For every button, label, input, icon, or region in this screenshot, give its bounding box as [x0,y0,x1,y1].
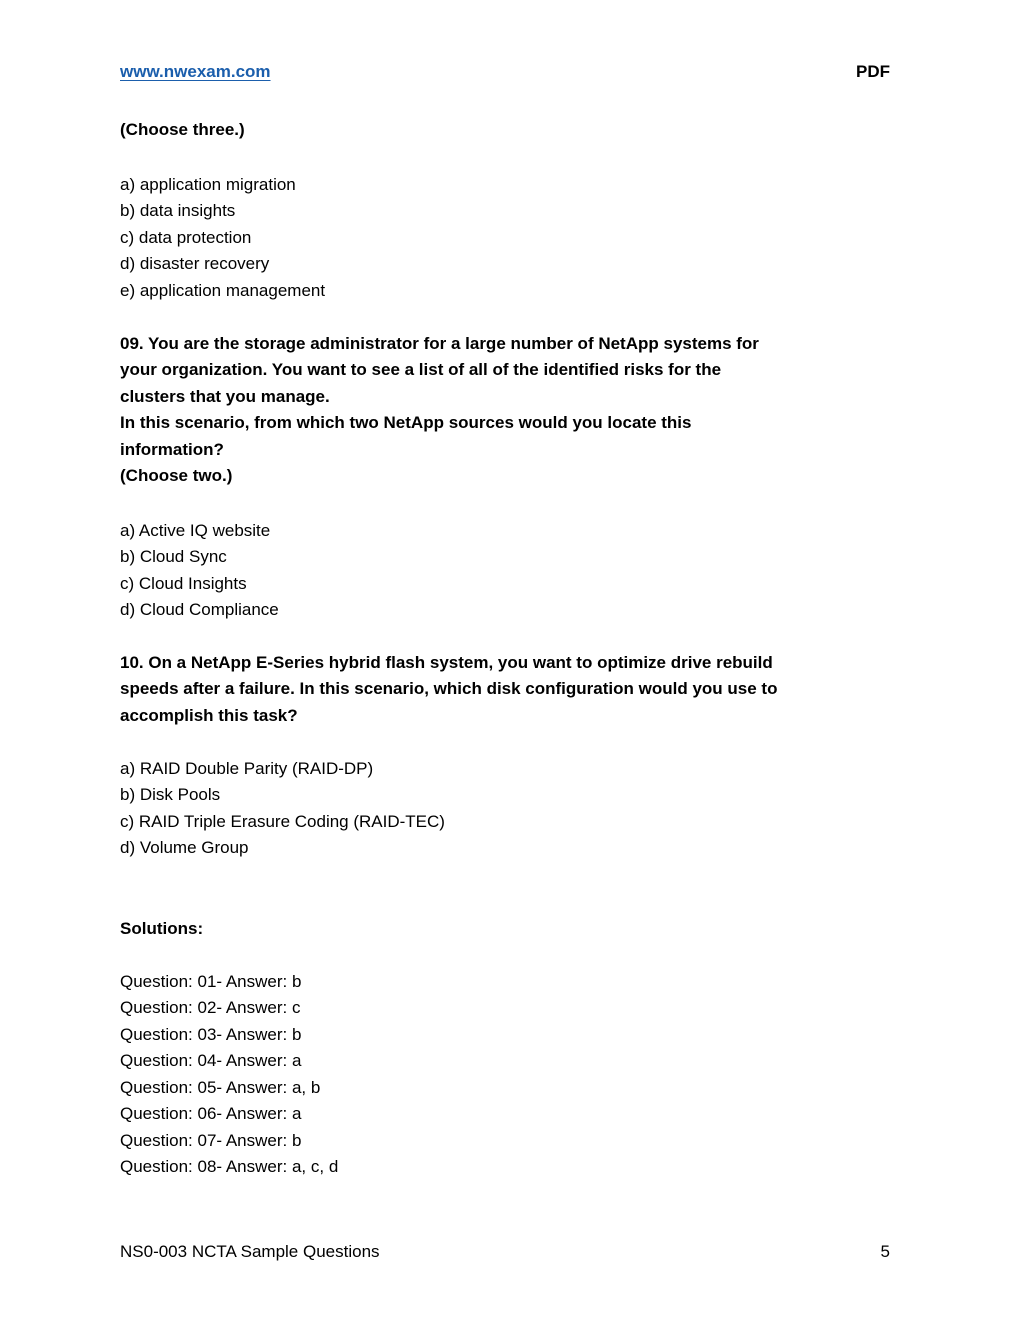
answer-option: e) application management [120,280,326,300]
question-08-choose-note-block [120,117,890,144]
answer-option: d) Volume Group [120,838,249,857]
solution-answer: Question: 02- Answer: c [120,998,301,1017]
choose-note: (Choose two.) [120,466,233,485]
answer-option: c) RAID Triple Erasure Coding (RAID-TEC) [120,811,445,831]
answer-option: c) data protection [120,227,252,247]
choose-note: (Choose three.) [120,119,245,139]
question-08-options [120,172,890,305]
solutions-heading: Solutions: [120,918,204,938]
question-10-options [120,756,890,862]
answer-option: c) Cloud Insights [120,573,247,593]
solutions-heading-block [120,916,890,943]
answer-option: b) Cloud Sync [120,547,227,566]
page-footer [120,1239,890,1266]
footer-page-number: 5 [880,1241,890,1261]
solution-answer: Question: 07- Answer: b [120,1130,302,1150]
question-line: your organization. You want to see a list of all of the identified risks for the [120,360,722,379]
answer-option: d) disaster recovery [120,254,270,273]
question-line: In this scenario, from which two NetApp sources would you locate this [120,413,692,432]
solution-answer: Question: 08- Answer: a, c, d [120,1157,339,1176]
site-link[interactable]: www.nwexam.com [120,62,271,81]
answer-option: a) Active IQ website [120,520,271,540]
question-09-options [120,518,890,624]
doc-type-label: PDF [856,62,890,81]
answer-option: b) data insights [120,201,236,220]
solutions-answer-list [120,969,890,1181]
answer-option: d) Cloud Compliance [120,600,279,619]
solution-answer: Question: 05- Answer: a, b [120,1077,321,1097]
solution-answer: Question: 01- Answer: b [120,971,302,991]
question-line: accomplish this task? [120,705,298,725]
question-line: speeds after a failure. In this scenario, which disk configuration would you use to [120,679,778,698]
footer-doc-title: NS0-003 NCTA Sample Questions [120,1241,380,1261]
solution-answer: Question: 04- Answer: a [120,1051,302,1070]
page-header [120,59,890,86]
answer-option: b) Disk Pools [120,785,221,804]
solution-answer: Question: 06- Answer: a [120,1104,302,1123]
question-line: 10. On a NetApp E-Series hybrid flash system, you want to optimize drive rebuild [120,652,773,672]
answer-option: a) RAID Double Parity (RAID-DP) [120,758,374,778]
question-line: 09. You are the storage administrator for a large number of NetApp systems for [120,333,759,353]
answer-option: a) application migration [120,174,296,194]
question-09-text [120,331,890,490]
question-10-text [120,650,890,730]
solution-answer: Question: 03- Answer: b [120,1024,302,1044]
question-line: clusters that you manage. [120,386,330,406]
question-line: information? [120,439,224,459]
